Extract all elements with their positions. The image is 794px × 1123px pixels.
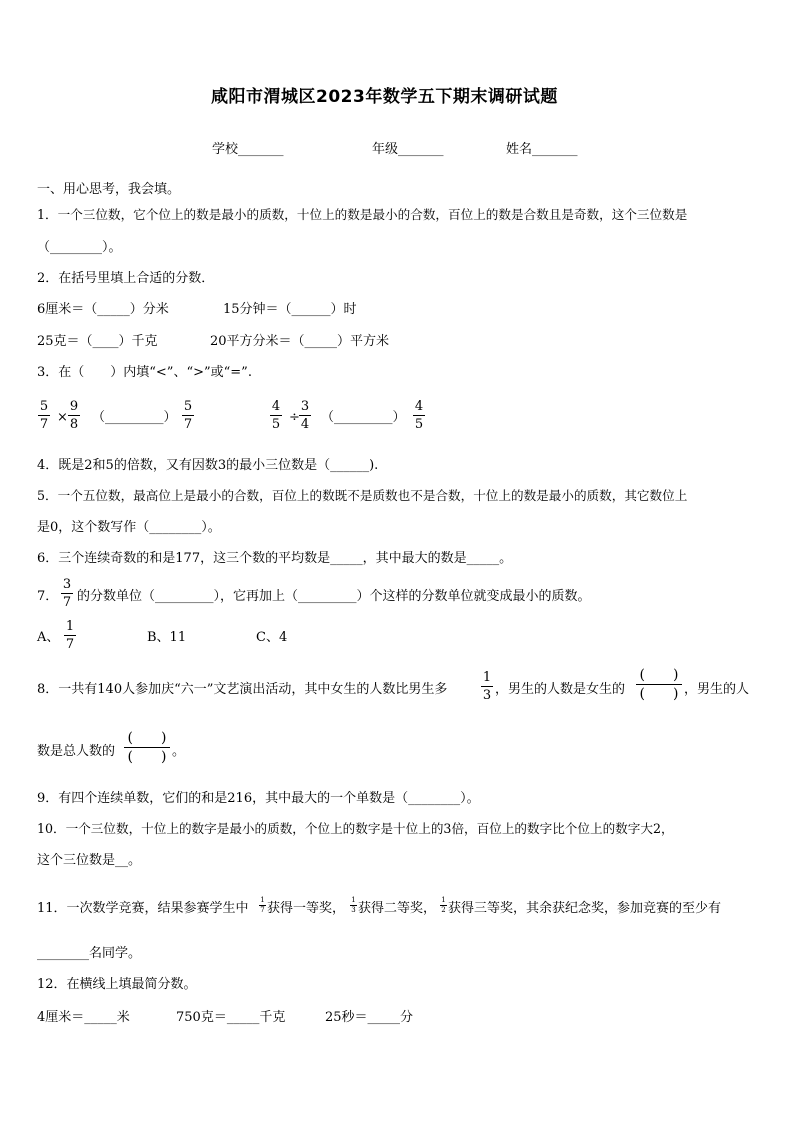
q11-part2: 获得一等奖， xyxy=(267,901,346,916)
q10-line1: 10．一个三位数，十位上的数字是最小的质数，个位上的数字是十位上的3倍，百位上的数字比个位上的数字大2， xyxy=(37,821,674,836)
q11-f3-den: 2 xyxy=(441,906,446,914)
q8-part3: ，男生的人 xyxy=(684,682,750,697)
q3-e1-fraction-1 xyxy=(38,400,50,431)
q3-e2-operator: ÷ xyxy=(289,410,300,425)
q3-e2-f3-num: 4 xyxy=(414,399,424,414)
q7-frac-den: 7 xyxy=(62,595,72,610)
q7-option-a: A、 xyxy=(37,630,60,645)
q3-e1-f2-den: 8 xyxy=(69,417,79,432)
q3-stem: 3．在（ ）内填“<”、“>”或“=”. xyxy=(37,365,252,380)
q1-line1: 1．一个三位数，它个位上的数是最小的质数，十位上的数是最小的合数，百位上的数是合数且是奇数，这个三位数是 xyxy=(37,207,688,222)
q3-e1-blank: （_________） xyxy=(92,410,177,425)
q8-frac-num: 1 xyxy=(482,670,492,685)
q3-e1-f1-den: 7 xyxy=(39,417,49,432)
q9-text: 9．有四个连续单数，它们的和是216，其中最大的一个单数是（________）。 xyxy=(37,791,480,806)
q2-item-a: 6厘米＝（_____）分米 xyxy=(37,302,169,317)
school-field: 学校_______ xyxy=(212,142,284,157)
q3-e1-f3-den: 7 xyxy=(183,417,193,432)
q2-item-c: 25克＝（____）千克 xyxy=(37,334,158,349)
q12-stem: 12．在横线上填最简分数。 xyxy=(37,977,197,992)
q5-line1: 5．一个五位数，最高位上是最小的合数，百位上的数既不是质数也不是合数，十位上的数是最小的质数，其它数位上 xyxy=(37,488,688,503)
q3-e2-f1-num: 4 xyxy=(271,399,281,414)
q11-f1-num: 1 xyxy=(260,896,265,904)
q11-part1: 11．一次数学竞赛，结果参赛学生中 xyxy=(37,901,249,916)
q8-part1: 8．一共有140人参加庆“六一”文艺演出活动，其中女生的人数比男生多 xyxy=(37,682,448,697)
q7-fraction xyxy=(61,578,73,609)
q8-blank2-num: ( ) xyxy=(127,730,167,746)
q12-item-a: 4厘米＝_____米 xyxy=(37,1010,130,1025)
q8-line2: 数是总人数的 xyxy=(37,744,116,759)
q3-e1-f3-num: 5 xyxy=(183,399,193,414)
q3-e1-f1-num: 5 xyxy=(39,399,49,414)
q11-fraction-3 xyxy=(440,897,447,914)
q3-e1-fraction-3 xyxy=(182,400,194,431)
q11-f2-num: 1 xyxy=(351,896,356,904)
q8-fraction xyxy=(481,671,493,702)
q3-e1-f2-num: 9 xyxy=(69,399,79,414)
q5-line2: 是0，这个数写作（________）。 xyxy=(37,520,221,535)
q3-e2-f3-den: 5 xyxy=(414,417,424,432)
q11-f3-num: 1 xyxy=(441,896,446,904)
q11-line2: ________名同学。 xyxy=(37,946,142,961)
q3-e2-fraction-3 xyxy=(413,400,425,431)
q3-e2-blank: （_________） xyxy=(321,410,406,425)
q8-blank-num: ( ) xyxy=(639,667,679,683)
q7-text: 的分数单位（_________），它再加上（_________）个这样的分数单位就变成最小的质数。 xyxy=(77,589,591,604)
q6-text: 6．三个连续奇数的和是177，这三个数的平均数是_____，其中最大的数是_____。 xyxy=(37,551,513,566)
q8-blank2-den: ( ) xyxy=(127,749,167,765)
name-field: 姓名_______ xyxy=(506,142,578,157)
q11-fraction-1 xyxy=(259,897,266,914)
q3-e1-fraction-2 xyxy=(68,400,80,431)
q3-e2-f2-den: 4 xyxy=(300,417,310,432)
q7-option-c: C、4 xyxy=(256,630,288,645)
q8-line2-end: 。 xyxy=(172,744,186,759)
q7-option-b: B、11 xyxy=(147,630,187,645)
q3-e2-fraction-1 xyxy=(270,400,282,431)
q8-answer-fraction-1 xyxy=(636,668,682,701)
q2-item-b: 15分钟＝（______）时 xyxy=(223,302,357,317)
q11-f2-den: 3 xyxy=(351,906,356,914)
q11-f1-den: 7 xyxy=(260,906,265,914)
q3-e2-f2-num: 3 xyxy=(300,399,310,414)
q8-answer-fraction-2 xyxy=(124,731,170,764)
q7-opta-num: 1 xyxy=(65,619,75,634)
q11-part4: 获得三等奖，其余获纪念奖，参加竞赛的至少有 xyxy=(448,901,722,916)
q7-option-a-fraction xyxy=(64,620,76,651)
q12-item-c: 25秒＝_____分 xyxy=(325,1010,414,1025)
q3-e1-operator: × xyxy=(57,410,68,425)
q10-line2: 这个三位数是__。 xyxy=(37,853,142,868)
q11-fraction-2 xyxy=(350,897,357,914)
grade-field: 年级_______ xyxy=(372,142,444,157)
q7-prefix: 7． xyxy=(37,589,59,604)
page-title: 咸阳市渭城区2023年数学五下期末调研试题 xyxy=(211,87,558,107)
q1-line2: （________）。 xyxy=(37,240,122,255)
q3-e2-f1-den: 5 xyxy=(271,417,281,432)
q4-text: 4．既是2和5的倍数，又有因数3的最小三位数是（______). xyxy=(37,458,379,473)
section-heading: 一、用心思考，我会填。 xyxy=(37,182,181,197)
q7-opta-den: 7 xyxy=(65,637,75,652)
q2-item-d: 20平方分米＝（_____）平方米 xyxy=(210,334,390,349)
q2-stem: 2．在括号里填上合适的分数． xyxy=(37,271,215,286)
q8-blank-den: ( ) xyxy=(639,686,679,702)
q11-part3: 获得二等奖， xyxy=(358,901,437,916)
q12-item-b: 750克＝_____千克 xyxy=(176,1010,286,1025)
q7-frac-num: 3 xyxy=(62,577,72,592)
q8-frac-den: 3 xyxy=(482,688,492,703)
q8-part2: ，男生的人数是女生的 xyxy=(495,682,626,697)
q3-e2-fraction-2 xyxy=(299,400,311,431)
